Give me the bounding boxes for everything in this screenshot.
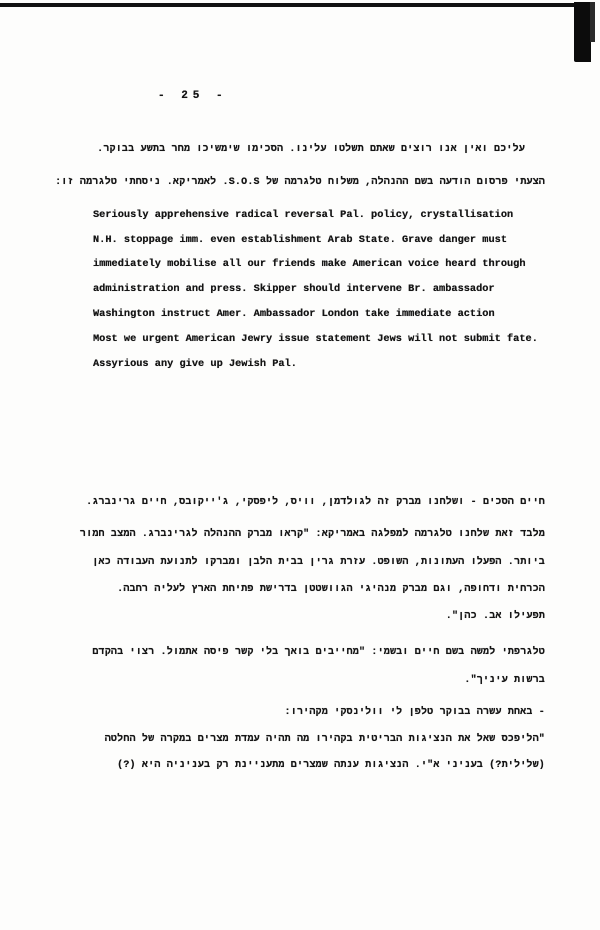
hebrew-paragraph-line: (שלילית?) בעניני א"י. הנציגות ענתה שמצרים מתעניינת רק בעניניה היא (?) — [117, 760, 545, 771]
hebrew-paragraph-line: הצעתי פרסום הודעה בשם ההנהלה, משלוח טלגרמה של S.O.S. לאמריקא. ניסחתי טלגרמה זו: — [55, 177, 545, 188]
scan-corner-mark — [574, 2, 591, 62]
scan-top-border — [0, 3, 582, 7]
telegram-text-line: N.H. stoppage imm. even establishment Arab State. Grave danger must — [93, 234, 508, 246]
telegram-text-line: immediately mobilise all our friends make American voice heard through — [93, 258, 526, 270]
telegram-text-line: Assyrious any give up Jewish Pal. — [93, 358, 297, 370]
hebrew-paragraph-line: - באחת עשרה בבוקר טלפן לי וולינסקי מקהירו: — [284, 707, 545, 718]
telegram-text-line: Most we urgent American Jewry issue statement Jews will not submit fate. — [93, 333, 538, 345]
hebrew-paragraph-line: הכרחית ודחופה, וגם מברק מנהיגי הגוושטטן בדרישת פתיחת הארץ לעליה רחבה. — [117, 584, 545, 595]
telegram-text-line: Washington instruct Amer. Ambassador London take immediate action — [93, 308, 495, 320]
hebrew-paragraph-line: "הליפכס שאל את הנציגות הבריטית בקהירו מה תהיה עמדת מצרים במקרה של החלטה — [104, 734, 545, 745]
telegram-text-line: Seriously apprehensive radical reversal Pal. policy, crystallisation — [93, 209, 514, 221]
hebrew-paragraph-line: ביותר. הפעלו העתונות, השופט. עזרת גרין בבית הלבן ומברקו לתנועת העבודה כאן — [92, 557, 545, 568]
hebrew-paragraph-line: טלגרפתי למשה בשם חיים ובשמי: "מחייבים בואך בלי קשר פיסה אתמול. רצוי בהקדם — [92, 647, 545, 658]
hebrew-paragraph-line: מלבד זאת שלחנו טלגרמה למפלגה באמריקא: "קראו מברק ההנהלה לגרינברג. המצב חמור — [79, 529, 545, 540]
scan-corner-edge — [590, 2, 595, 42]
hebrew-paragraph-line: חיים הסכים - ושלחנו מברק זה לגולדמן, וויס, ליפסקי, ג'ייקובס, חיים גרינברג. — [86, 497, 545, 508]
hebrew-paragraph-line: תפעילו אב. כהן". — [445, 611, 545, 622]
page-number: - 25 - — [158, 90, 228, 102]
hebrew-paragraph-line: ברשות עיניך". — [464, 675, 545, 686]
hebrew-paragraph-line: עליכם ואין אנו רוצים שאתם תשלטו עלינו. הסכימו שימשיכו מחר בתשע בבוקר. — [97, 144, 525, 155]
telegram-text-line: administration and press. Skipper should intervene Br. ambassador — [93, 283, 495, 295]
